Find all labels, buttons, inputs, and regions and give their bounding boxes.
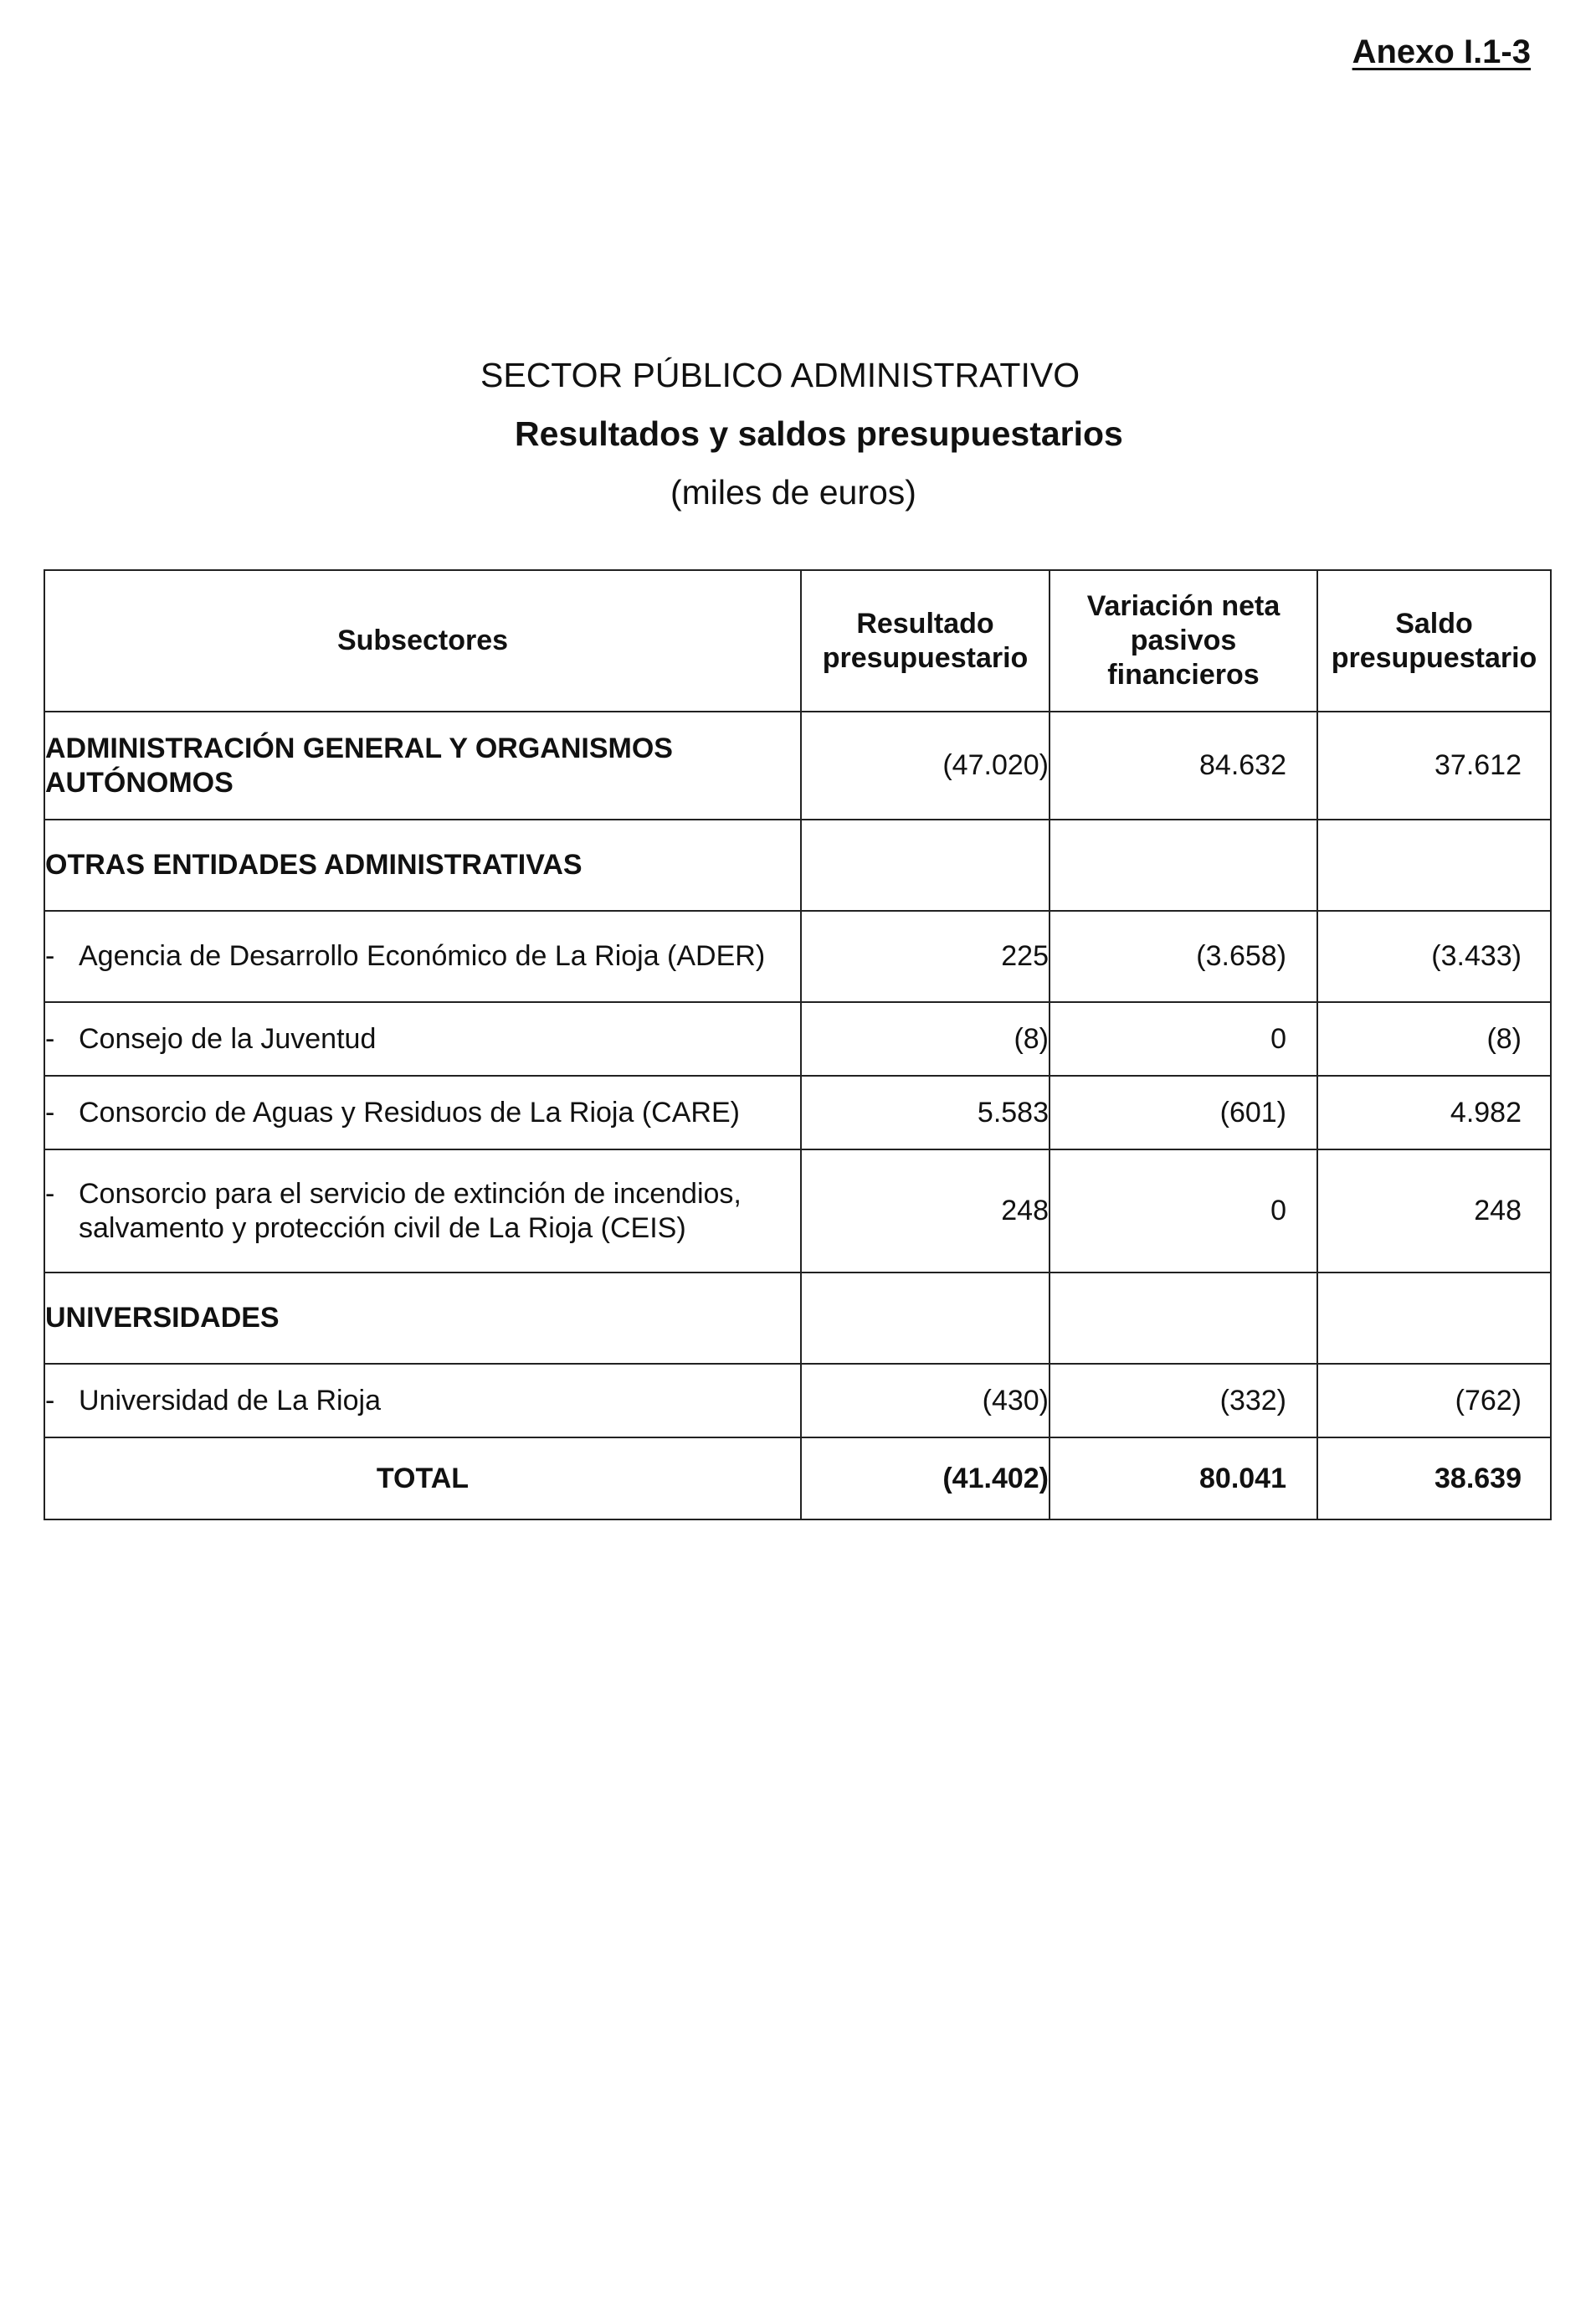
table-row-total bbox=[44, 1437, 1551, 1519]
header-resultado bbox=[801, 570, 1050, 712]
cell-saldo: (3.433) bbox=[1317, 911, 1551, 1002]
bullet-dash: - bbox=[45, 1096, 55, 1129]
row-label: Consorcio para el servicio de extinción de incendios, salvamento y protección civil de La Rioja (CEIS) bbox=[79, 1177, 742, 1244]
header-variacion-line: financieros bbox=[1107, 658, 1260, 691]
row-label: Consejo de la Juventud bbox=[79, 1022, 377, 1055]
row-label: Universidad de La Rioja bbox=[79, 1384, 381, 1417]
cell-resultado: 225 bbox=[801, 911, 1050, 1002]
header-saldo-line: Saldo bbox=[1395, 607, 1473, 640]
row-label-cell bbox=[44, 1364, 801, 1437]
cell-saldo: (8) bbox=[1317, 1002, 1551, 1076]
row-label-cell bbox=[44, 911, 801, 1002]
cell-variacion: 84.632 bbox=[1050, 712, 1317, 820]
page-subtitle: Resultados y saldos presupuestarios bbox=[515, 414, 1123, 453]
row-label: Agencia de Desarrollo Económico de La Rioja (ADER) bbox=[79, 940, 766, 973]
cell-variacion: (601) bbox=[1050, 1076, 1317, 1149]
cell-empty bbox=[1317, 1273, 1551, 1364]
header-saldo bbox=[1317, 570, 1551, 712]
row-label-cell bbox=[44, 1149, 801, 1273]
header-subsectores: Subsectores bbox=[44, 570, 801, 712]
bullet-dash: - bbox=[45, 1177, 55, 1210]
cell-variacion: (332) bbox=[1050, 1364, 1317, 1437]
header-variacion-line: pasivos bbox=[1130, 625, 1237, 657]
cell-variacion: (3.658) bbox=[1050, 911, 1317, 1002]
header-resultado-line: presupuestario bbox=[822, 641, 1029, 674]
row-label: UNIVERSIDADES bbox=[44, 1273, 801, 1364]
table-row-otras-entidades bbox=[44, 820, 1551, 911]
row-label: OTRAS ENTIDADES ADMINISTRATIVAS bbox=[44, 820, 801, 911]
cell-saldo: 248 bbox=[1317, 1149, 1551, 1273]
table-row-administracion-general bbox=[44, 712, 1551, 820]
cell-empty bbox=[801, 1273, 1050, 1364]
header-resultado-line: Resultado bbox=[856, 607, 994, 640]
budget-table bbox=[44, 569, 1552, 1520]
annex-reference: Anexo I.1-3 bbox=[1352, 33, 1531, 70]
cell-saldo: 37.612 bbox=[1317, 712, 1551, 820]
cell-variacion: 0 bbox=[1050, 1149, 1317, 1273]
cell-empty bbox=[801, 820, 1050, 911]
cell-variacion: 0 bbox=[1050, 1002, 1317, 1076]
row-label-cell bbox=[44, 1002, 801, 1076]
page-title: SECTOR PÚBLICO ADMINISTRATIVO bbox=[480, 356, 1080, 394]
header-saldo-line: presupuestario bbox=[1331, 641, 1537, 674]
bullet-dash: - bbox=[45, 940, 55, 973]
cell-resultado: 248 bbox=[801, 1149, 1050, 1273]
cell-resultado: 5.583 bbox=[801, 1076, 1050, 1149]
cell-resultado: (430) bbox=[801, 1364, 1050, 1437]
total-label: TOTAL bbox=[44, 1437, 801, 1519]
cell-saldo: (762) bbox=[1317, 1364, 1551, 1437]
header-variacion bbox=[1050, 570, 1317, 712]
table-row-ceis bbox=[44, 1149, 1551, 1273]
table-row-care bbox=[44, 1076, 1551, 1149]
bullet-dash: - bbox=[45, 1384, 55, 1417]
row-label: Consorcio de Aguas y Residuos de La Rioja (CARE) bbox=[79, 1096, 740, 1129]
cell-resultado: (8) bbox=[801, 1002, 1050, 1076]
bullet-dash: - bbox=[45, 1022, 55, 1055]
table-header-row bbox=[44, 570, 1551, 712]
cell-resultado: (47.020) bbox=[801, 712, 1050, 820]
cell-variacion: 80.041 bbox=[1050, 1437, 1317, 1519]
table-row-consejo-juventud bbox=[44, 1002, 1551, 1076]
cell-saldo: 38.639 bbox=[1317, 1437, 1551, 1519]
row-label: ADMINISTRACIÓN GENERAL Y ORGANISMOS AUTÓNOMOS bbox=[44, 712, 801, 820]
row-label-cell bbox=[44, 1076, 801, 1149]
table-row-ader bbox=[44, 911, 1551, 1002]
header-variacion-line: Variación neta bbox=[1086, 590, 1280, 623]
cell-empty bbox=[1050, 1273, 1317, 1364]
table-row-universidades bbox=[44, 1273, 1551, 1364]
cell-empty bbox=[1317, 820, 1551, 911]
units-note: (miles de euros) bbox=[670, 473, 916, 512]
table-row-universidad-la-rioja bbox=[44, 1364, 1551, 1437]
cell-resultado: (41.402) bbox=[801, 1437, 1050, 1519]
cell-empty bbox=[1050, 820, 1317, 911]
cell-saldo: 4.982 bbox=[1317, 1076, 1551, 1149]
